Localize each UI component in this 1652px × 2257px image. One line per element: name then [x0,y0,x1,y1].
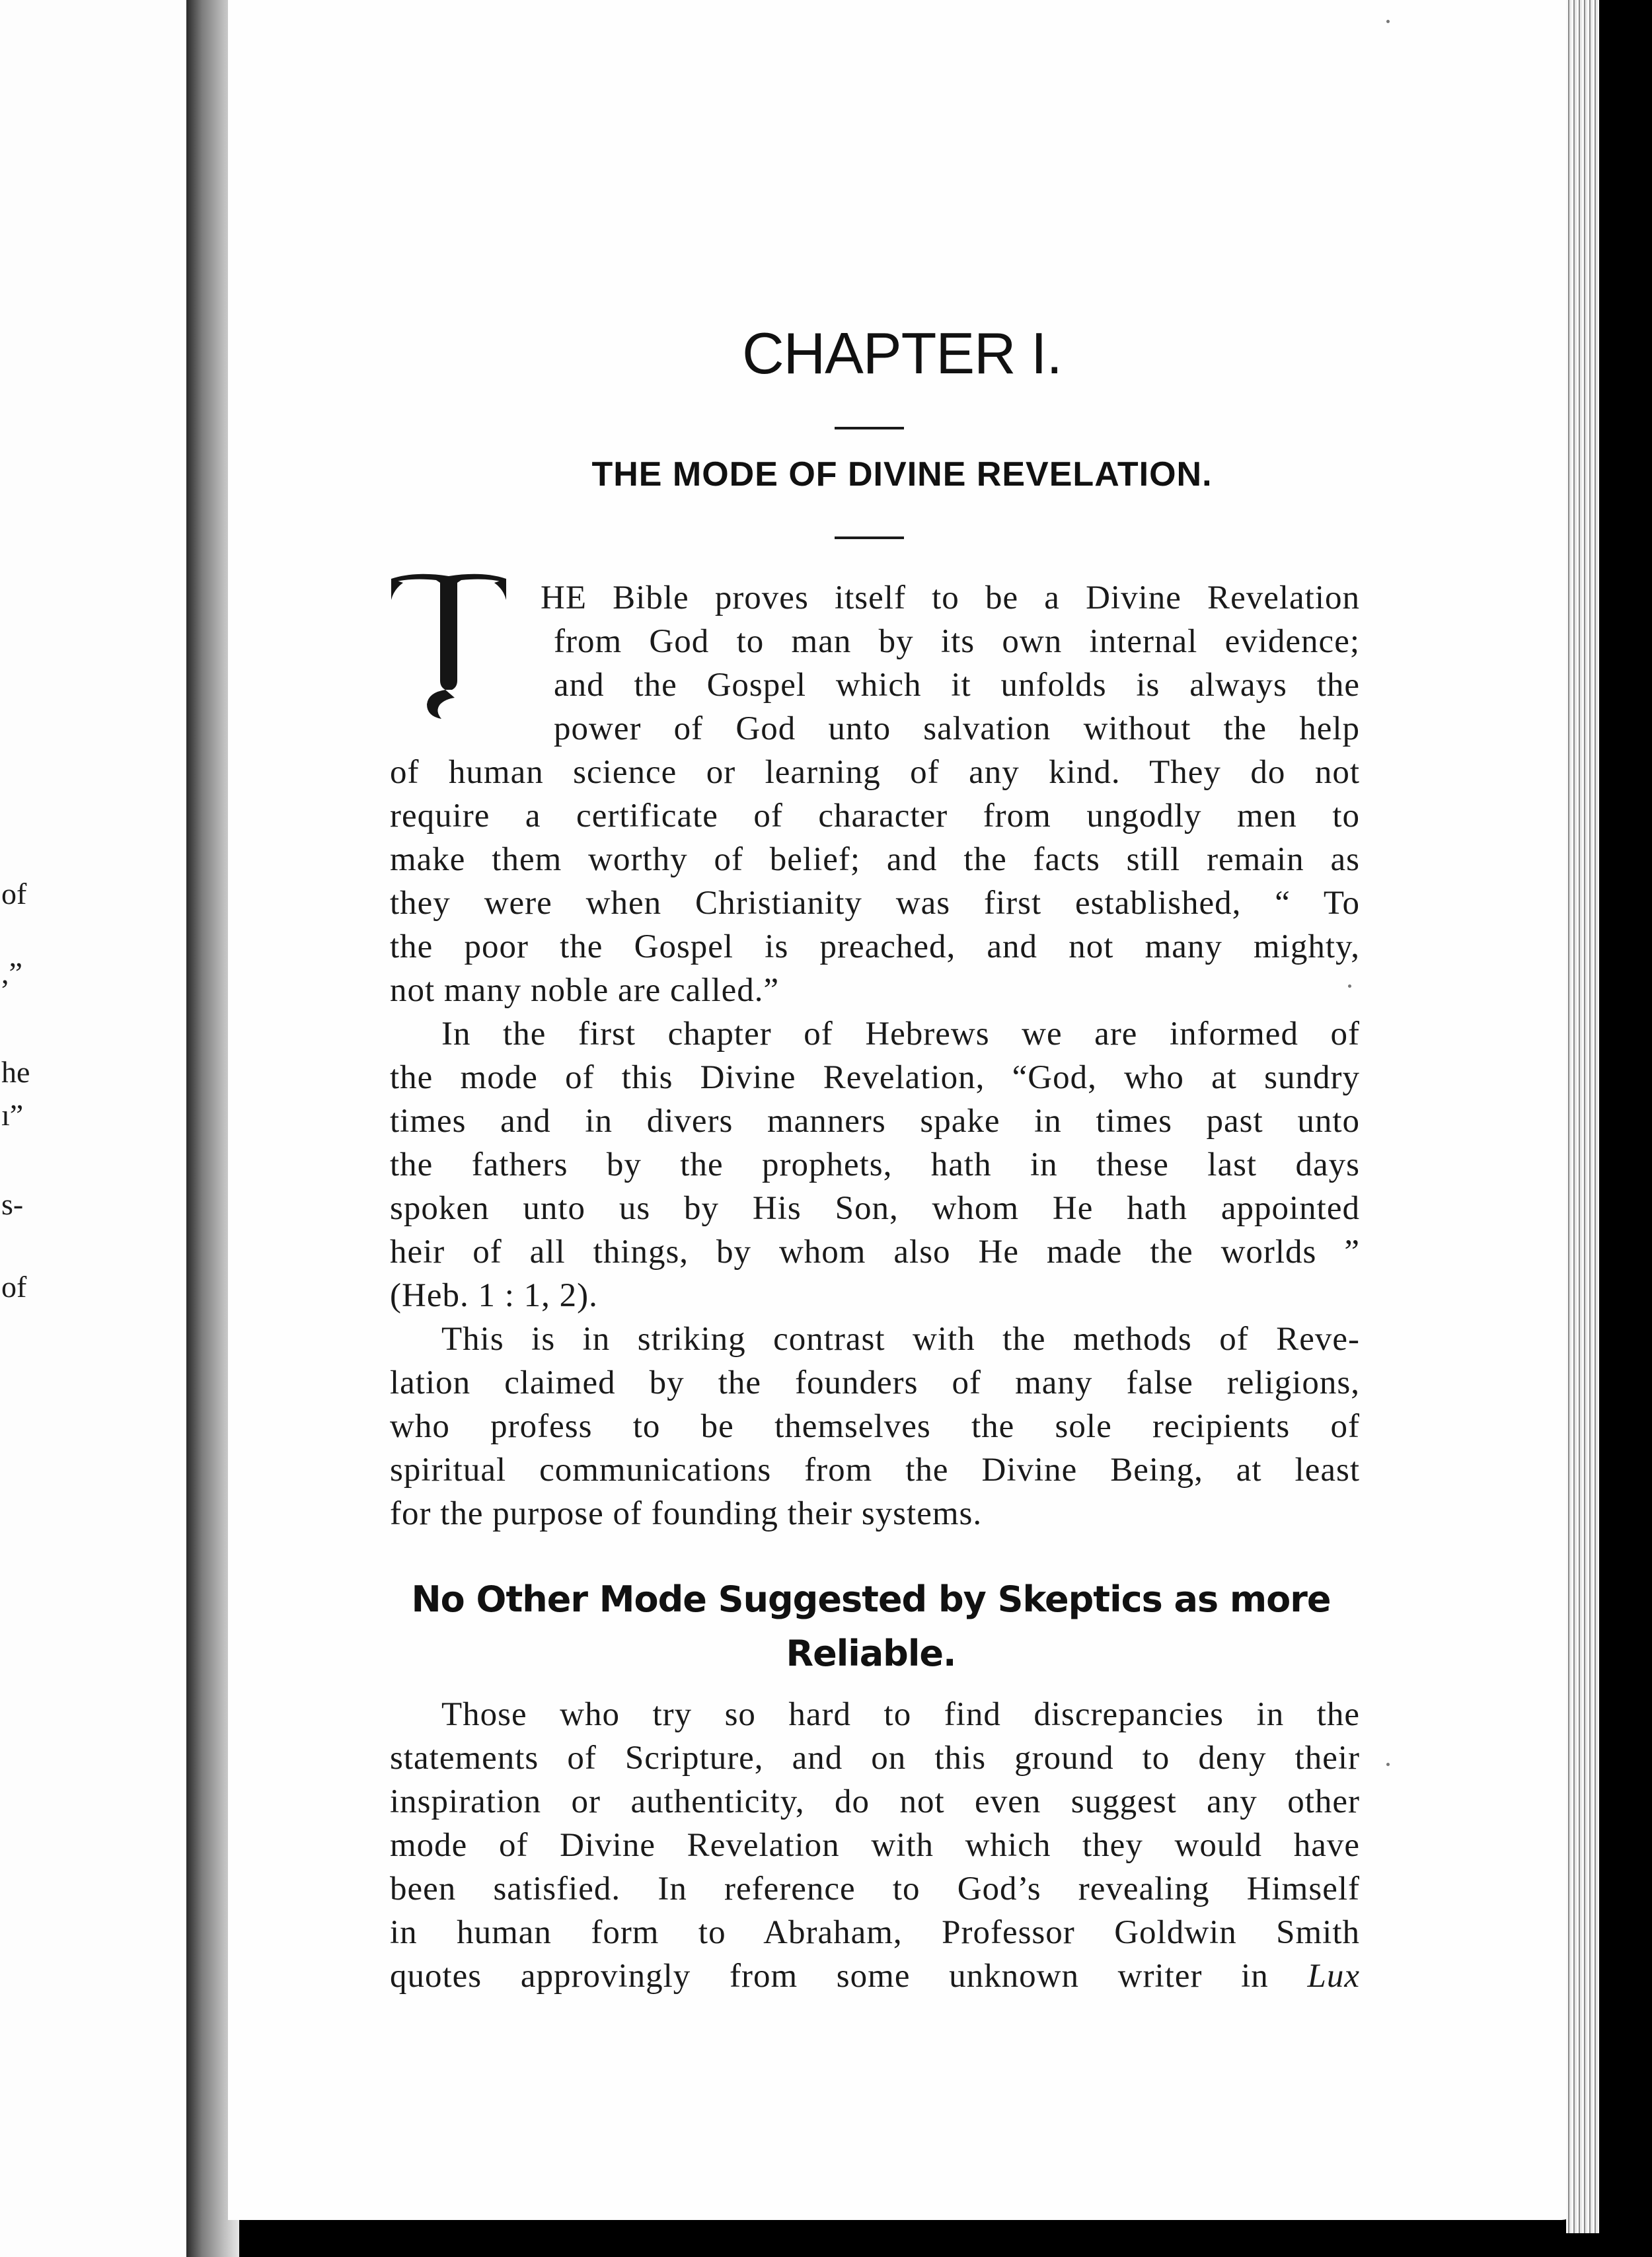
background-shadow [1599,0,1652,2257]
text-line: spoken unto us by His Son, whom He hath appointed [390,1190,1360,1227]
text-line: not many noble are called.” [390,972,780,1009]
text-line: they were when Christianity was first established, “ To [390,885,1360,922]
text-line: mode of Divine Revelation with which they would have [390,1827,1360,1864]
text-line: (Heb. 1 : 1, 2). [390,1277,598,1314]
text-line: require a certificate of character from ungodly men to [390,797,1360,834]
text-line: in human form to Abraham, Professor Goldwin Smith [390,1914,1360,1951]
text-line: statements of Scripture, and on this ground to deny their [390,1740,1360,1777]
facing-page-fragment: of [1,1270,27,1304]
subheading-line: Reliable. [786,1633,956,1674]
facing-page-fragment: ,” [1,956,22,990]
speck [1386,20,1390,23]
text-line: inspiration or authenticity, do not even suggest any other [390,1783,1360,1820]
facing-page [0,0,188,2257]
chapter-title: CHAPTER I. [742,320,1062,386]
text-line: Those who try so hard to find discrepancies in the [441,1696,1360,1733]
text-line: heir of all things, by whom also He made the worlds ” [390,1234,1360,1271]
facing-page-fragment: ı” [1,1098,24,1132]
text-line: for the purpose of founding their systems. [390,1495,983,1532]
text-line: who profess to be themselves the sole recipients of [390,1408,1360,1445]
text-line: lation claimed by the founders of many false religions, [390,1364,1360,1401]
divider-rule [835,536,904,539]
text-line [390,1960,1360,1993]
subheading-line: No Other Mode Suggested by Skeptics as more [411,1578,1331,1620]
text-line: spiritual communications from the Divine Being, at least [390,1452,1360,1489]
text-line: the mode of this Divine Revelation, “God, who at sundry [390,1059,1360,1096]
facing-page-fragment: s- [1,1187,24,1221]
text-line: times and in divers manners spake in times past unto [390,1103,1360,1140]
text-line: the fathers by the prophets, hath in these last days [390,1146,1360,1183]
text-line-main: quotes approvingly from some unknown writer in [390,1958,1269,1995]
facing-page-fragment: he [1,1055,30,1089]
text-line: the poor the Gospel is preached, and not many mighty, [390,928,1360,965]
divider-rule [835,427,904,429]
text-line: HE Bible proves itself to be a Divine Revelation [541,579,1360,616]
text-line: from God to man by its own internal evidence; [554,623,1360,660]
text-line: been satisfied. In reference to God’s revealing Himself [390,1870,1360,1907]
subheading [382,1572,1360,1681]
drop-cap-letter [389,570,509,728]
text-line: of human science or learning of any kind. They do not [390,754,1360,791]
facing-page-fragment: of [1,877,27,910]
text-line: and the Gospel which it unfolds is always the [554,667,1360,704]
italic-word: Lux [1307,1958,1360,1995]
text-line: In the first chapter of Hebrews we are informed of [441,1016,1360,1053]
speck [1386,1763,1390,1766]
text-line: power of God unto salvation without the help [554,710,1360,747]
section-title: THE MODE OF DIVINE REVELATION. [591,455,1213,494]
text-line: This is in striking contrast with the methods of Reve- [441,1321,1360,1358]
text-line: make them worthy of belief; and the facts still remain as [390,841,1360,878]
